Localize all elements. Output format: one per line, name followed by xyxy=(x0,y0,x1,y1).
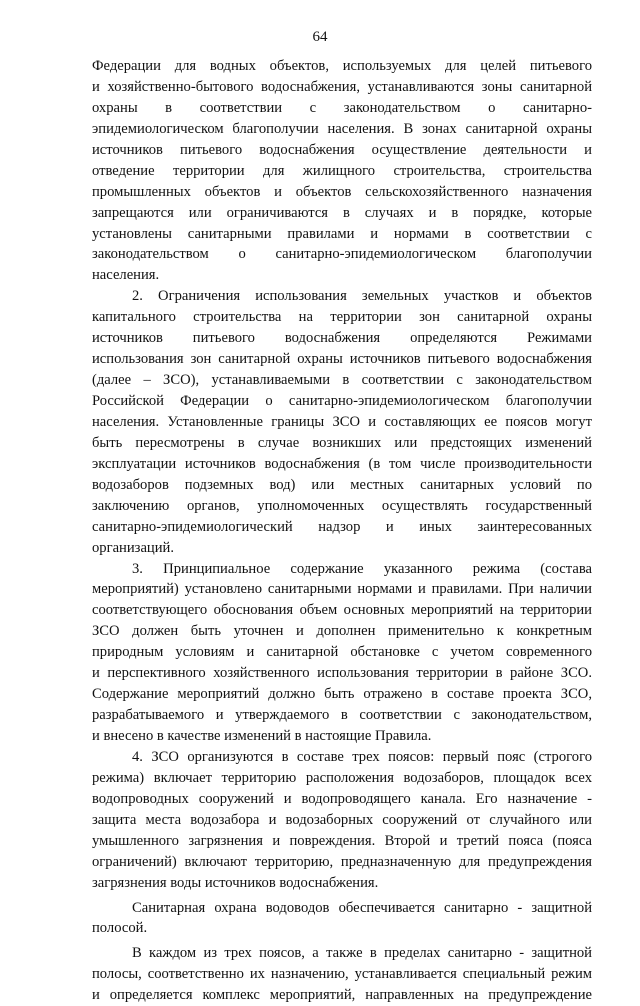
text-line: промышленных объектов и объектов сельскохозяйственного назначения xyxy=(92,183,592,200)
text-line: 2. Ограничения использования земельных участков и объектов xyxy=(132,288,592,305)
text-line: источников питьевого водоснабжения определяются Режимами xyxy=(92,330,592,347)
text-line: источников питьевого водоснабжения осуществление деятельности и xyxy=(92,141,592,158)
text-line: населения. xyxy=(92,267,160,284)
text-line: санитарно-эпидемиологический надзор и иных заинтересованных xyxy=(92,518,592,535)
text-line: природным условиям и санитарной обстановке с учетом современного xyxy=(92,644,592,661)
text-line: соответствующего обоснования объем основных мероприятий на территории xyxy=(92,602,592,619)
text-line: полосой. xyxy=(92,920,148,937)
text-line: Санитарная охрана водоводов обеспечивается санитарно - защитной xyxy=(132,899,592,916)
text-line: водопроводных сооружений и водопроводящего канала. Его назначение - xyxy=(92,790,592,807)
text-line: быть пересмотрены в случае возникших или предстоящих изменений xyxy=(92,434,592,451)
text-line: организаций. xyxy=(92,539,174,556)
text-line: установлены санитарными правилами и нормами в соответствии с xyxy=(92,225,592,242)
text-line: капитального строительства на территории зон санитарной охраны xyxy=(92,309,592,326)
text-line: законодательством о санитарно-эпидемиологическом благополучии xyxy=(92,246,592,263)
text-line: запрещаются или ограничиваются в случаях и в порядке, которые xyxy=(92,204,592,221)
text-line: и внесено в качестве изменений в настоящие Правила. xyxy=(92,728,432,744)
text-line: отведение территории для жилищного строительства, строительства xyxy=(92,162,592,179)
text-line: водозаборов подземных вод) или местных санитарных условий по xyxy=(92,476,592,493)
text-line: загрязнения воды источников водоснабжения. xyxy=(92,874,379,891)
text-line: 3. Принципиальное содержание указанного режима (состава xyxy=(132,560,592,577)
text-line: 4. ЗСО организуются в составе трех поясов: первый пояс (строгого xyxy=(132,748,592,765)
text-line: ограничений) включают территорию, предназначенную для предупреждения xyxy=(92,853,592,870)
text-line: защита места водозабора и водозаборных сооружений от случайного или xyxy=(92,811,592,828)
body-text xyxy=(92,56,592,1006)
text-line: ЗСО должен быть уточнен и дополнен применительно к конкретным xyxy=(92,623,592,640)
text-line: полосы, соответственно их назначению, устанавливается специальный режим xyxy=(92,966,592,983)
text-line: режима) включает территорию расположения водозаборов, площадок всех xyxy=(92,769,592,786)
page-number: 64 xyxy=(312,29,328,45)
text-line: заключению органов, уполномоченных осуществлять государственный xyxy=(92,497,592,514)
text-line: (далее – ЗСО), устанавливаемыми в соответствии с законодательством xyxy=(92,372,592,389)
text-line: и перспективного хозяйственного использования территории в районе ЗСО. xyxy=(92,665,592,682)
text-line: эпидемиологическом благополучии населения. В зонах санитарной охраны xyxy=(92,120,592,137)
text-line: В каждом из трех поясов, а также в пределах санитарно - защитной xyxy=(132,945,592,962)
text-line: охраны в соответствии с законодательством о санитарно- xyxy=(92,99,592,116)
text-line: эксплуатации источников водоснабжения (в том числе производительности xyxy=(92,455,592,472)
text-line: Российской Федерации о санитарно-эпидемиологическом благополучии xyxy=(92,393,592,409)
text-line: Содержание мероприятий должно быть отражено в составе проекта ЗСО, xyxy=(92,686,592,703)
text-line: и хозяйственно-бытового водоснабжения, устанавливаются зоны санитарной xyxy=(92,78,592,95)
text-line: Федерации для водных объектов, используемых для целей питьевого xyxy=(92,58,592,74)
text-line: мероприятий) установлено санитарными нормами и правилами. При наличии xyxy=(92,581,592,598)
text-line: населения. Установленные границы ЗСО и составляющих ее поясов могут xyxy=(92,413,592,430)
text-line: и определяется комплекс мероприятий, направленных на предупреждение xyxy=(92,987,592,1004)
text-line: разрабатываемого и утверждаемого в соответствии с законодательством, xyxy=(92,707,592,724)
text-line: умышленного загрязнения и повреждения. Второй и третий пояса (пояса xyxy=(92,832,592,849)
text-line: использования зон санитарной охраны источников питьевого водоснабжения xyxy=(92,351,592,368)
